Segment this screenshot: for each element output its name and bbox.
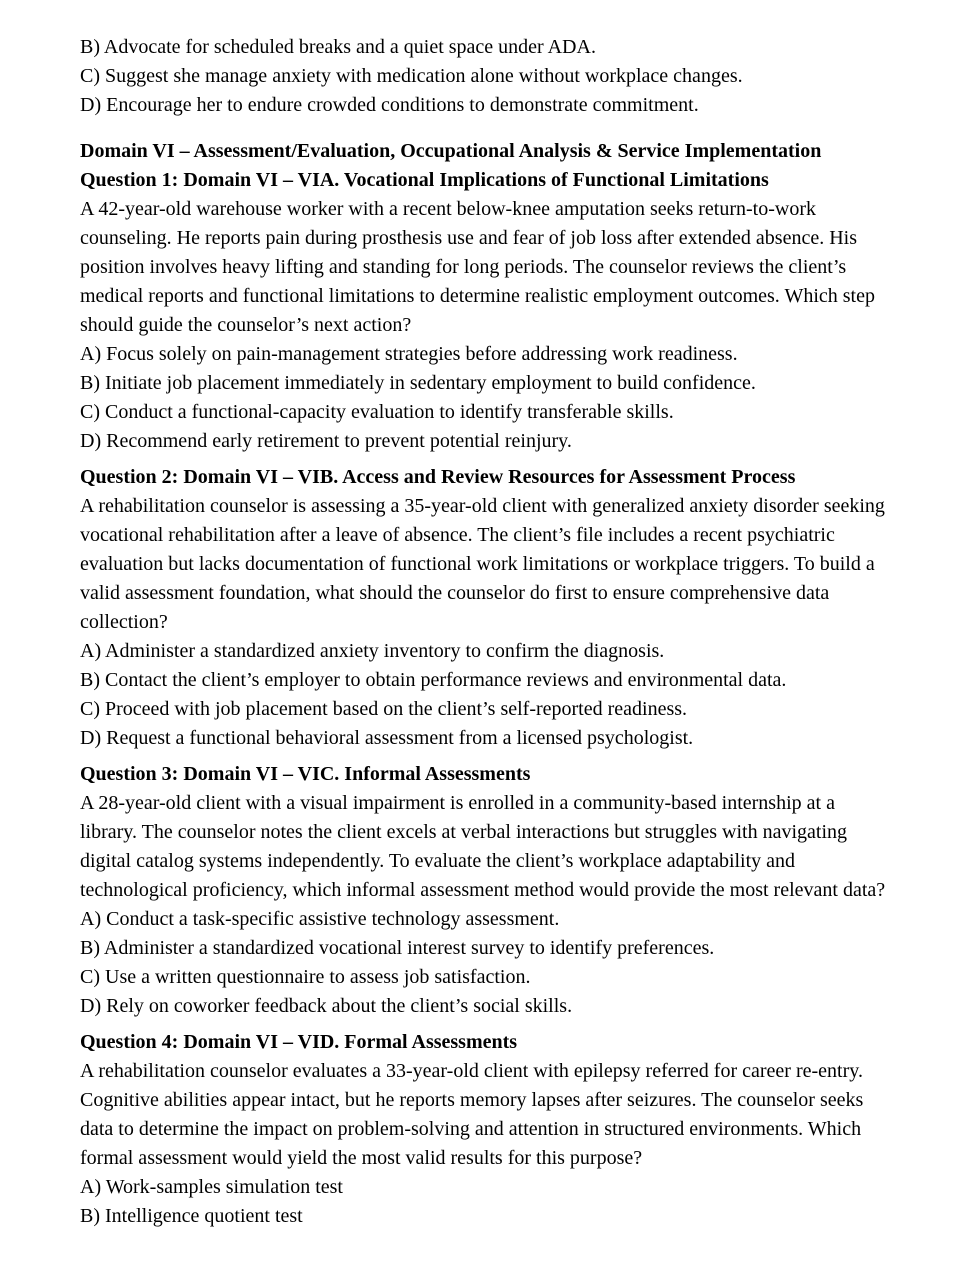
answer-option: D) Request a functional behavioral assessment from a licensed psychologist. — [80, 727, 694, 749]
answer-option: C) Suggest she manage anxiety with medication alone without workplace changes. — [80, 65, 743, 87]
answer-option: C) Proceed with job placement based on the client’s self-reported readiness. — [80, 698, 688, 720]
answer-option: B) Contact the client’s employer to obtain performance reviews and environmental data. — [80, 669, 787, 691]
question-body: A 42-year-old warehouse worker with a recent below-knee amputation seeks return-to-work counseling. He reports pain during prosthesis use and fear of job loss after extended absence. His position involves heavy lifting and standing for long periods. The counselor reviews the client’s medical reports and functional limitations to determine realistic employment outcomes. Which step should guide the counselor’s next action? — [80, 198, 875, 336]
question-heading: Question 4: Domain VI – VID. Formal Assessments — [80, 1031, 518, 1053]
question-body: A rehabilitation counselor evaluates a 33-year-old client with epilepsy referred for career re-entry. Cognitive abilities appear intact, but he reports memory lapses after seizures. The counselor seeks data to determine the impact on problem-solving and attention in structured environments. Which formal assessment would yield the most valid results for this purpose? — [80, 1060, 864, 1169]
answer-option: B) Administer a standardized vocational interest survey to identify preferences. — [80, 937, 715, 959]
domain-heading: Domain VI – Assessment/Evaluation, Occupational Analysis & Service Implementation — [80, 140, 822, 162]
answer-option: D) Encourage her to endure crowded conditions to demonstrate commitment. — [80, 94, 699, 116]
answer-option: A) Focus solely on pain-management strategies before addressing work readiness. — [80, 343, 738, 365]
answer-option: B) Advocate for scheduled breaks and a quiet space under ADA. — [80, 36, 596, 58]
answer-option: D) Recommend early retirement to prevent potential reinjury. — [80, 430, 572, 452]
question-heading: Question 2: Domain VI – VIB. Access and Review Resources for Assessment Process — [80, 466, 796, 488]
answer-option: A) Work-samples simulation test — [80, 1176, 343, 1198]
answer-option: A) Conduct a task-specific assistive technology assessment. — [80, 908, 560, 930]
answer-option: C) Conduct a functional-capacity evaluation to identify transferable skills. — [80, 401, 674, 423]
answer-option: A) Administer a standardized anxiety inventory to confirm the diagnosis. — [80, 640, 665, 662]
question-body: A 28-year-old client with a visual impairment is enrolled in a community-based internship at a library. The counselor notes the client excels at verbal interactions but struggles with navigating digital catalog systems independently. To evaluate the client’s workplace adaptability and technological proficiency, which informal assessment method would provide the most relevant data? — [80, 792, 886, 901]
answer-option: B) Initiate job placement immediately in sedentary employment to build confidence. — [80, 372, 756, 394]
question-body: A rehabilitation counselor is assessing a 35-year-old client with generalized anxiety disorder seeking vocational rehabilitation after a leave of absence. The client’s file includes a recent psychiatric evaluation but lacks documentation of functional work limitations or workplace triggers. To build a valid assessment foundation, what should the counselor do first to ensure comprehensive data collection? — [80, 495, 885, 633]
question-heading: Question 3: Domain VI – VIC. Informal Assessments — [80, 763, 531, 785]
question-heading: Question 1: Domain VI – VIA. Vocational Implications of Functional Limitations — [80, 169, 769, 191]
carryover-options-group — [80, 33, 886, 120]
question-block-3 — [80, 760, 886, 1021]
answer-option: D) Rely on coworker feedback about the client’s social skills. — [80, 995, 573, 1017]
question-block-4 — [80, 1028, 886, 1231]
answer-option: B) Intelligence quotient test — [80, 1205, 303, 1227]
question-block-2 — [80, 463, 886, 753]
answer-option: C) Use a written questionnaire to assess job satisfaction. — [80, 966, 531, 988]
question-block-1 — [80, 166, 886, 456]
